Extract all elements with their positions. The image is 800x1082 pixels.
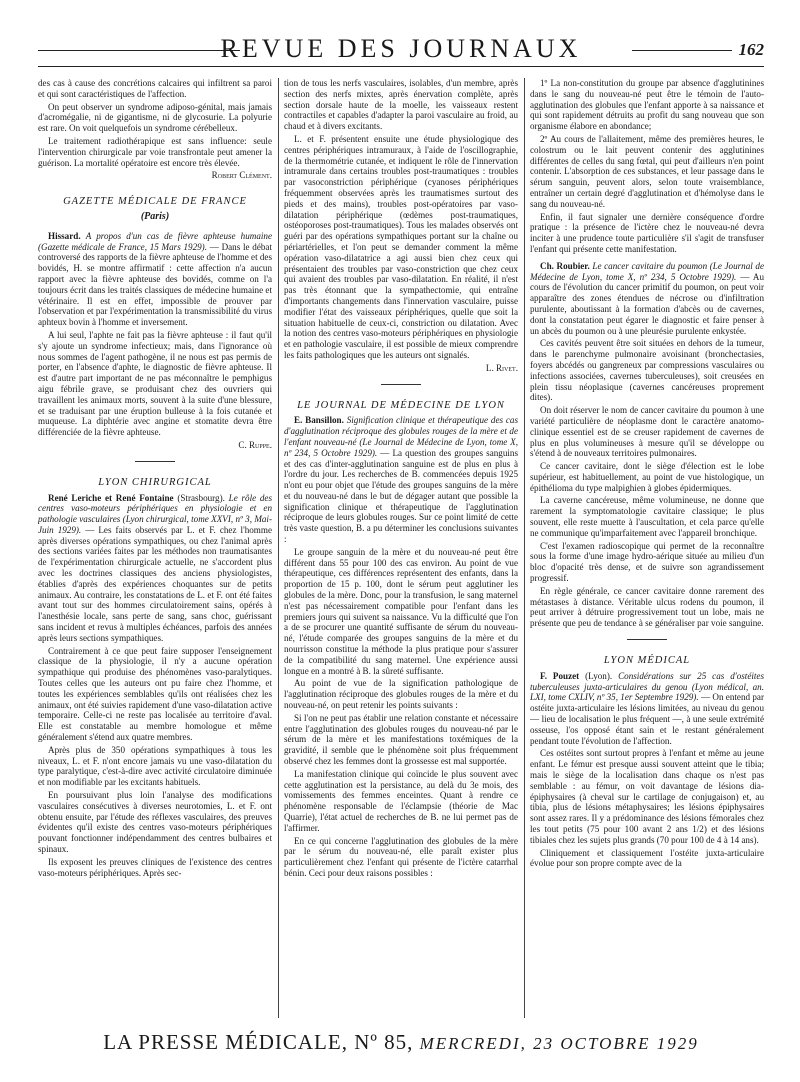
paragraph: En poursuivant plus loin l'analyse des modifications vasculaires consécutives à diverses neurotomies, L. et F. ont obtenu ensuite, par l'étude des réflexes vasculaires, des preuves évidentes qu'il existe des centres vaso-moteurs périphériques pouvant fonctionner indépendamment des centres bulbaires et spinaux.	[38, 790, 272, 854]
paragraph: Ils exposent les preuves cliniques de l'existence des centres vaso-moteurs périphériques. Après sec-	[38, 856, 272, 878]
header-right-rule	[632, 50, 732, 51]
column-divider	[524, 78, 525, 1018]
section-title: GAZETTE MÉDICALE DE FRANCE	[63, 196, 247, 208]
paragraph: A lui seul, l'aphte ne fait pas la fièvre aphteuse : il faut qu'il s'y ajoute un syndrome infectieux; mais, dans l'ignorance où nous sommes de l'agent pathogène, il ne nous est pas permis de porter, en l'absence d'aphte, le diagnostic de fièvre aphteuse. Il est d'autre part important de ne pas méconnaître le pemphigus aigu fébrile grave, se produisant chez des ouvriers qui travaillent les animaux morts, souvent à la suite d'une blessure, et se traduisant par une éruption bulleuse à la fois cutanée et muqueuse. La diphtérie avec angine et stomatite devra être différenciée de la fièvre aphteuse.	[38, 329, 272, 438]
article-text: — Dans le débat controversé des rapports de la fièvre aphteuse de l'homme et des bovidés, H. se montre affirmatif : cette affection n'a aucun rapport avec la fièvre aphteuse des bovidés, comme on l'a toujours écrit dans les traités classiques de médecine humaine et vétérinaire. Il est en effet, impossible de prouver par l'observation et par l'expérimentation la transmissibilité du virus aphteux bovin à l'homme et inversement.	[38, 241, 272, 328]
paragraph: 1º La non-constitution du groupe par absence d'agglutinines dans le sang du nouveau-né peut être le témoin de l'auto-agglutination des globules que l'enfant apporte à sa naissance et qui sont rapidement détruits au profit du sang nouveau que son organisme élabore en abondance;	[530, 78, 764, 132]
article-author: Ch. Roubier.	[540, 260, 590, 271]
paragraph: L. et F. présentent ensuite une étude physiologique des centres périphériques intramuraux, à l'aide de l'oscillographie, de la thermométrie cutanée, et indiquent le rôle de l'innervation intramurale dans certains troubles post-traumatiques : troubles par vasoconstriction périphérique (cyanoses périphériques fréquemment observées après les traumatismes surtout des pieds et des mains), troubles post-opératoires par vaso-dilatation périphérique (œdèmes post-traumatiques, ostéoporoses post-traumatiques). Tous les malades observés ont guéri par des opérations sympathiques portant sur la chaîne ou périartérielles, et l'on peut se demander comment la même opération vaso-dilatatrice a agi aussi bien chez ceux qui présentaient des troubles par vaso-constriction que chez ceux qui avaient des troubles par vaso-dilatation. En réalité, il n'est pas très étonnant que la sympathectomie, qui entraîne d'importants changements dans l'innervation vasculaire, puisse modifier l'état des vaisseaux périphériques, quelle que soit la situation habituelle de ceux-ci, constriction ou dilatation. Avec la notion des centres vaso-moteurs périphériques en physiologie et en pathologie vasculaire, il est possible de mieux comprendre les faits pathologiques que les auteurs ont signalés.	[284, 133, 518, 360]
paragraph: Ces cavités peuvent être soit situées en dehors de la tumeur, dans le parenchyme pulmonaire avoisinant (bronchectasies, foyers abcédés ou gangreneux par compressions vasculaires ou infections associées, cavernes tuberculeuses), soit creusées en plein tissu néoplasique (cavernes cancéreuses proprement dites).	[530, 338, 764, 403]
paragraph: On doit réserver le nom de cancer cavitaire du poumon à une variété particulière de néoplasme dont le caractère anatomo-clinique essentiel est de se creuser rapidement de cavernes de plus en plus volumineuses à mesure qu'il se développe ou s'étend à de nouveaux territoires pulmonaires.	[530, 405, 764, 459]
paragraph: Enfin, il faut signaler une dernière conséquence d'ordre pratique : la présence de l'ictère chez le nouveau-né devra inciter à une prudence toute particulière s'il s'agit de transfuser l'enfant qui présente cette manifestation.	[530, 211, 764, 254]
paragraph: tion de tous les nerfs vasculaires, isolables, d'un membre, après section des nerfs mixtes, après énervation complète, après section dorsale haute de la moelle, les vaisseaux restent contractiles et capables d'adapter la paroi vasculaire au froid, au chaud et à divers excitants.	[284, 78, 518, 132]
article-title: Signification clinique et thérapeutique des cas d'agglutination réciproque des globules rouges de la mère et de l'enfant nouveau-né	[284, 415, 518, 447]
signature: L. Rivet.	[485, 362, 518, 373]
article-title: Le cancer cavitaire du poumon	[592, 260, 708, 271]
paragraph: Le groupe sanguin de la mère et du nouveau-né peut être différent dans 55 pour 100 des cas environ. Au point de vue thérapeutique, ces différences représentent des enfants, dans la proportion de 15 p. 100, dont le sérum peut agglutiner les globules de la mère. Donc, pour la transfusion, le sang maternel n'est pas nécessairement compatible pour l'enfant dans les premiers jours qui suivent sa naissance. Vu la difficulté que l'on a de se procurer une quantité suffisante de sérum du nouveau-né, l'étude comparée des groupes sanguins de la mère et du nourrisson constitue la méthode la plus pratique pour s'assurer de la compatibilité du sang maternel. Une expérience aussi longue en a montré à B. la sûreté suffisante.	[284, 546, 518, 676]
footer-date: MERCREDI, 23 OCTOBRE 1929	[419, 1034, 699, 1053]
column-1	[38, 78, 272, 1018]
paragraph: Ce cancer cavitaire, dont le siège d'élection est le lobe supérieur, est habituellement, au point de vue histologique, un épithélioma du type malpighien à globes épidermiques.	[530, 461, 764, 493]
column-divider	[278, 78, 279, 1018]
paragraph: Cliniquement et classiquement l'ostéite juxta-articulaire évolue pour son propre compte avec de la	[530, 847, 764, 869]
article-author: E. Bansillon.	[294, 415, 344, 426]
journal-page	[38, 26, 764, 1060]
paragraph: La manifestation clinique qui coïncide le plus souvent avec cette agglutination est la persistance, au delà du 3e mois, des vomissements des femmes enceintes. Quant à rendre ce phénomène responsable de l'éclampsie (théorie de Mac Quarrie), l'état actuel de recherches de B. ne lui permet pas de l'affirmer.	[284, 768, 518, 833]
columns	[38, 78, 764, 1018]
article-heading	[38, 493, 272, 644]
signature: C. Ruppe.	[238, 439, 272, 450]
paragraph: 2º Au cours de l'allaitement, même des premières heures, le colostrum ou le lait peuvent contenir des agglutinines différentes de celles du sang fœtal, qui peut d'ailleurs n'en point contenir. L'absorption de ces substances, et leur passage dans le sérum sanguin, peuvent alors, selon toute vraisemblance, entraîner un certain degré d'agglutination et d'hémolyse dans le sang du nouveau-né.	[530, 133, 764, 209]
article-reference: (Le Journal de Médecine de Lyon, tome X, nº 234, 5 Octobre 1929).	[284, 436, 518, 458]
section-divider	[135, 461, 175, 462]
column-3	[530, 78, 764, 1018]
article-author: Hissard.	[48, 230, 81, 241]
article-text: — Au cours de l'évolution du cancer primitif du poumon, on peut voir apparaître des zones étendues de nécrose ou d'infiltration purulente, aboutissant à la formation d'abcès ou de cavernes, dont la constatation peut égarer le diagnostic et faire penser à un abcès du poumon ou à une pleurésie purulente enkystée.	[530, 271, 764, 336]
section-title: LYON CHIRURGICAL	[98, 476, 212, 488]
page-footer	[38, 1030, 764, 1055]
article-text: — Les faits observés par L. et F. chez l'homme après diverses opérations sympathiques, ou chez l'animal après des sections variées faites par les méthodes non traumatisantes de l'expérimentation chirurgicale actuelle, ne s'accordent plus avec les doctrines classiques des anciens physiologistes, établies d'après des expériences choquantes sur de petits animaux. Au contraire, les constatations de L. et F. ont été faites avant tout sur des hommes circulatoirement sains, opérés à l'anesthésie locale, sans perte de sang, sans choc, guérissant sans incident et revus à multiples échéances, parfois des années après leurs sections sympathiques.	[38, 524, 272, 643]
article-text: — La question des groupes sanguins et des cas d'inter-agglutination sanguine est de plus en plus à l'ordre du jour. Les recherches de B. commencées depuis 1925 n'ont eu pour objet que l'étude des groupes sanguins de la mère et du nouveau-né dans le but de dégager autant que possible la signification clinique et thérapeutique de l'agglutination réciproque de leurs globules rouges. Sur ce point limité de cette très vaste question, B. a pu déterminer les conclusions suivantes :	[284, 447, 518, 545]
paragraph: Ces ostéites sont surtout propres à l'enfant et même au jeune enfant. Le fémur est presque aussi souvent atteint que le tibia; mais le siège de la localisation dans chaque os n'est pas semblable : au fémur, on voit davantage de lésions dia-épiphysaires (à cheval sur le cartilage de conjugaison) et, au tibia, plus de lésions métaphysaires; les lésions épiphysaires sont assez rares. Il y a prédominance des lésions fémorales chez les tout petits (75 pour 100 avant 2 ans 1/2) et des lésions tibiales chez les sujets plus grands (70 pour 100 de 4 à 14 ans).	[530, 748, 764, 845]
paragraph: En règle générale, ce cancer cavitaire donne rarement des métastases à distance. Véritable ulcus rodens du poumon, il peut arriver à détruire progressivement tout un lobe, mais ne présente que peu de tendance à se généraliser par voie sanguine.	[530, 585, 764, 629]
section-divider	[627, 639, 667, 640]
column-2	[284, 78, 518, 1018]
article-title: A propos d'un cas de fièvre aphteuse humaine	[85, 230, 272, 241]
footer-journal: LA PRESSE MÉDICALE, Nº 85,	[103, 1030, 414, 1054]
article-text: — On entend par ostéite juxta-articulaire les lésions limitées, au niveau du genou — lieu de localisation le plus fréquent —, à une seule extrémité osseuse, l'os opposé étant sain et le restant généralement pendant toute l'évolution de l'affection.	[530, 692, 764, 746]
paragraph: Le traitement radiothérapique est sans influence: seule l'intervention chirurgicale par voie transfrontale peut amener la guérison. La mortalité opératoire est encore très élevée.	[38, 135, 272, 168]
section-subtitle: (Paris)	[140, 210, 170, 222]
paragraph: Contrairement à ce que peut faire supposer l'enseignement classique de la physiologie, il n'y a aucune opération sympathique qui produise des phénomènes vaso-paralytiques. Toutes celles que les auteurs ont pu faire chez l'homme, et toutes les expériences semblables qu'ils ont réalisées chez les animaux, ont été suivies rapidement d'une vaso-dilatation active temporaire. Celle-ci ne reste pas localisée au territoire d'aval. Elle est constatable au membre homologue et même généralement s'étend aux quatre membres.	[38, 645, 272, 743]
article-reference: (Le Journal de Médecine de Lyon, tome X, nº 234, 5 Octobre 1929).	[530, 260, 764, 282]
paragraph: Si l'on ne peut pas établir une relation constante et nécessaire entre l'agglutination des globules rouges du nouveau-né par le sérum de la mère et les manifestations toxémiques de la gravidité, il semble que le phénomène soit plus fréquemment observé chez les femmes dont la grossesse est mal supportée.	[284, 712, 518, 767]
article-reference: (Gazette médicale de France, 15 Mars 1929).	[38, 241, 207, 252]
article-heading	[284, 415, 518, 545]
signature: Robert Clément.	[211, 170, 272, 181]
article-author: René Leriche et René Fontaine	[48, 492, 174, 503]
paragraph: En ce qui concerne l'agglutination des globules de la mère par le sérum du nouveau-né, elle paraît exister plus particulièrement chez l'enfant qui présente de l'ictère catarrhal bénin. Ceci pour deux raisons possibles :	[284, 835, 518, 878]
article-heading	[38, 231, 272, 328]
article-author: F. Pouzet	[540, 670, 580, 681]
paragraph: des cas à cause des concrétions calcaires qui infiltrent sa paroi et qui sont caractéristiques de l'affection.	[38, 78, 272, 99]
page-header	[38, 26, 764, 67]
article-location: (Strasbourg).	[177, 492, 225, 503]
article-heading	[530, 671, 764, 747]
page-number: 162	[738, 40, 764, 59]
paragraph: C'est l'examen radioscopique qui permet de la reconnaître sous la forme d'une image hydro-aérique située au milieu d'un bloc d'opacité très dense, et de suivre son agrandissement progressif.	[530, 540, 764, 584]
article-title: Le rôle des centres vaso-moteurs périphériques en physiologie et en pathologie vasculaires	[38, 492, 272, 525]
paragraph: La caverne cancéreuse, même volumineuse, ne donne que rarement la symptomatologie cavitaire classique; le plus souvent, elle reste muette à l'auscultation, et cela parce qu'elle ne communique qu'imparfaitement avec l'appareil bronchique.	[530, 495, 764, 538]
article-reference: (Lyon chirurgical, tome XXVI, nº 3, Mai-Juin 1929).	[38, 514, 272, 535]
section-divider	[381, 384, 421, 385]
header-title: REVUE DES JOURNAUX	[220, 34, 582, 63]
article-reference: (Lyon médical, an. LXI, tome CXLIV, nº 35, 1er Septembre 1929).	[530, 681, 764, 703]
paragraph: Après plus de 350 opérations sympathiques à tous les niveaux, L. et F. n'ont encore jamais vu une vaso-dilatation du type paralytique, c'est-à-dire avec activité circulatoire diminuée et non modifiable par les excitants habituels.	[38, 744, 272, 788]
article-title: Considérations sur 25 cas d'ostéites tuberculeuses juxta-articulaires du genou	[530, 670, 764, 692]
article-location: (Lyon).	[585, 670, 613, 681]
paragraph: Au point de vue de la signification pathologique de l'agglutination réciproque des globules rouges de la mère et du nouveau-né, on peut retenir les points suivants :	[284, 678, 518, 711]
article-heading	[530, 261, 764, 337]
section-title: LE JOURNAL DE MÉDECINE DE LYON	[297, 399, 505, 411]
paragraph: On peut observer un syndrome adiposo-génital, mais jamais d'acromégalie, ni de gigantisme, ni de glycosurie. La polyurie est rare. On voit quelquefois un syndrome cérébelleux.	[38, 101, 272, 134]
section-title: LYON MÉDICAL	[603, 655, 691, 667]
